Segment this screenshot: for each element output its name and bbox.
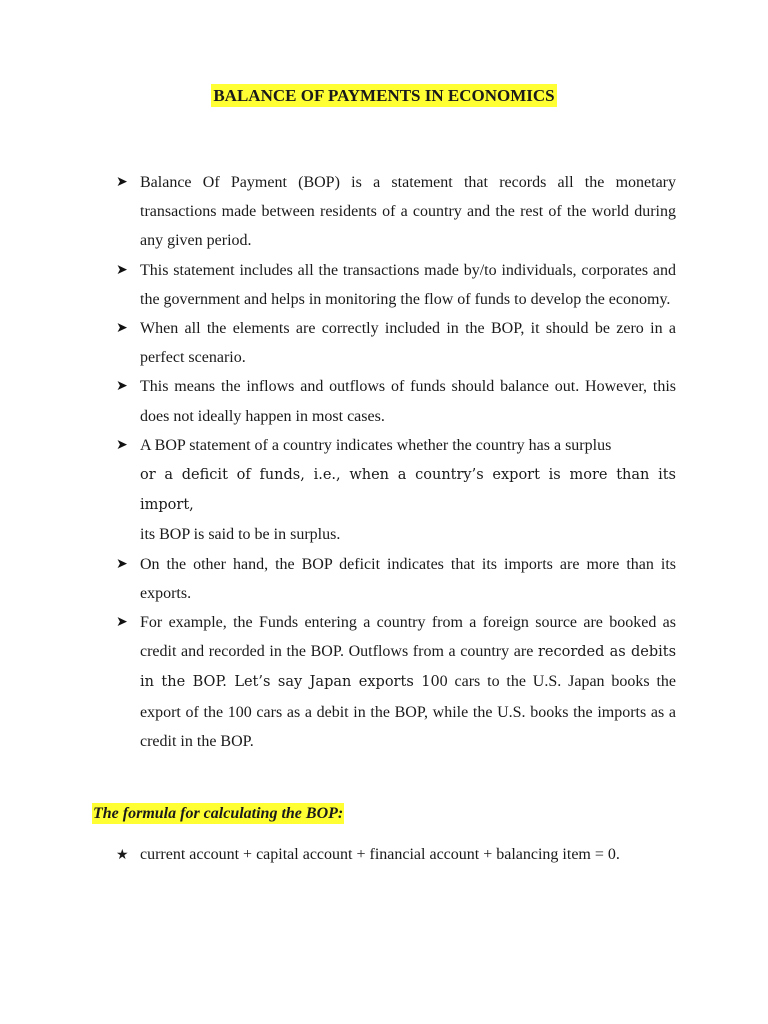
list-item: ➤ This means the inflows and outflows of funds should balance out. However, this does not ideally happen in most cases. [116, 372, 676, 430]
page-title-text: BALANCE OF PAYMENTS IN ECONOMICS [213, 86, 555, 105]
list-item: ➤ For example, the Funds entering a country from a foreign source are booked as credit and recorded in the BOP. Outflows from a country are recorded as debits in the BOP. Let’s say Japan exports 100 cars to the U.S. Japan books the export of the 100 cars as a debit in the BOP, while the U.S. books the imports as a credit in the BOP. [116, 608, 676, 756]
list-item: ➤ Balance Of Payment (BOP) is a statement that records all the monetary transactions made between residents of a country and the rest of the world during any given period. [116, 168, 676, 256]
arrow-bullet-icon: ➤ [116, 175, 128, 190]
list-item: ➤ On the other hand, the BOP deficit indicates that its imports are more than its exports. [116, 550, 676, 608]
arrow-bullet-icon: ➤ [116, 321, 128, 337]
page-title [0, 86, 768, 106]
formula-line [116, 842, 696, 869]
arrow-bullet-icon: ➤ [116, 615, 128, 631]
arrow-bullet-icon: ➤ [116, 556, 128, 572]
formula-heading [92, 805, 344, 823]
star-icon: ★ [116, 848, 129, 863]
bullet-list [116, 168, 676, 756]
formula-heading-text: The formula for calculating the BOP: [93, 805, 344, 822]
list-item: ➤ This statement includes all the transactions made by/to individuals, corporates and the government and helps in monitoring the flow of funds to develop the economy. [116, 256, 676, 314]
list-item: ➤ A BOP statement of a country indicates whether the country has a surplus or a deficit of funds, i.e., when a country’s export is more than its import, its BOP is said to be in surplus. [116, 431, 676, 550]
arrow-bullet-icon: ➤ [116, 437, 128, 453]
arrow-bullet-icon: ➤ [116, 262, 128, 278]
formula-text: current account + capital account + financial account + balancing item = 0. [140, 846, 620, 863]
arrow-bullet-icon: ➤ [116, 379, 128, 395]
list-item: ➤ When all the elements are correctly included in the BOP, it should be zero in a perfect scenario. [116, 314, 676, 372]
